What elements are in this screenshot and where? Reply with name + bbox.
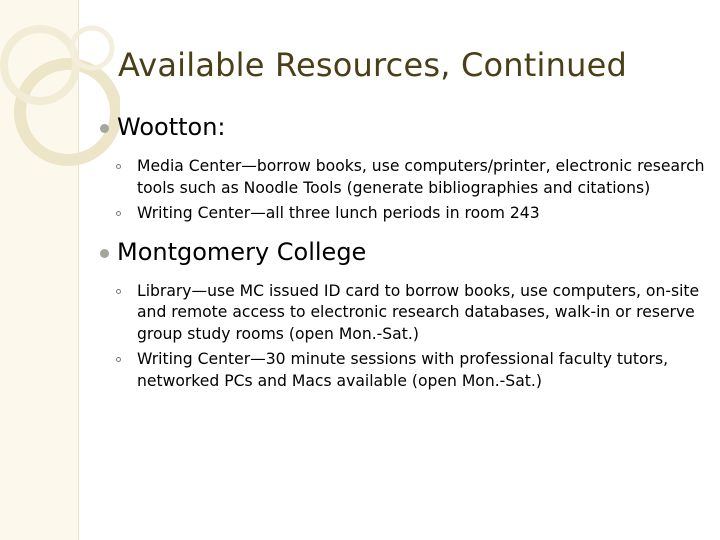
hollow-circle-icon [116, 164, 121, 169]
list-item-text: Media Center—borrow books, use computers/printer, electronic research tools such as Noodle Tools (generate bibliographies and citations) [137, 157, 705, 197]
list-item-media-center [100, 156, 706, 199]
list-item-text: Writing Center—all three lunch periods in room 243 [137, 204, 540, 222]
section-heading-label: Wootton: [117, 113, 226, 141]
list-item-writing-center-mc [100, 349, 706, 392]
hollow-circle-icon [116, 289, 121, 294]
hollow-circle-icon [116, 211, 121, 216]
section-heading-montgomery-college [100, 237, 706, 267]
hollow-circle-icon [116, 357, 121, 362]
list-item-text: Writing Center—30 minute sessions with professional faculty tutors, networked PCs and Macs available (open Mon.-Sat.) [137, 350, 669, 390]
list-item-writing-center-wootton [100, 203, 706, 225]
list-item-text: Library—use MC issued ID card to borrow books, use computers, on-site and remote access to electronic research databases, walk-in or reserve group study rooms (open Mon.-Sat.) [137, 281, 700, 343]
slide-title: Available Resources, Continued [118, 46, 627, 84]
spacer [100, 229, 706, 237]
filled-circle-icon [100, 124, 109, 133]
filled-circle-icon [100, 249, 109, 258]
section-heading-wootton [100, 112, 706, 142]
list-item-library [100, 281, 706, 346]
section-heading-label: Montgomery College [117, 237, 367, 266]
slide-content [100, 112, 706, 396]
